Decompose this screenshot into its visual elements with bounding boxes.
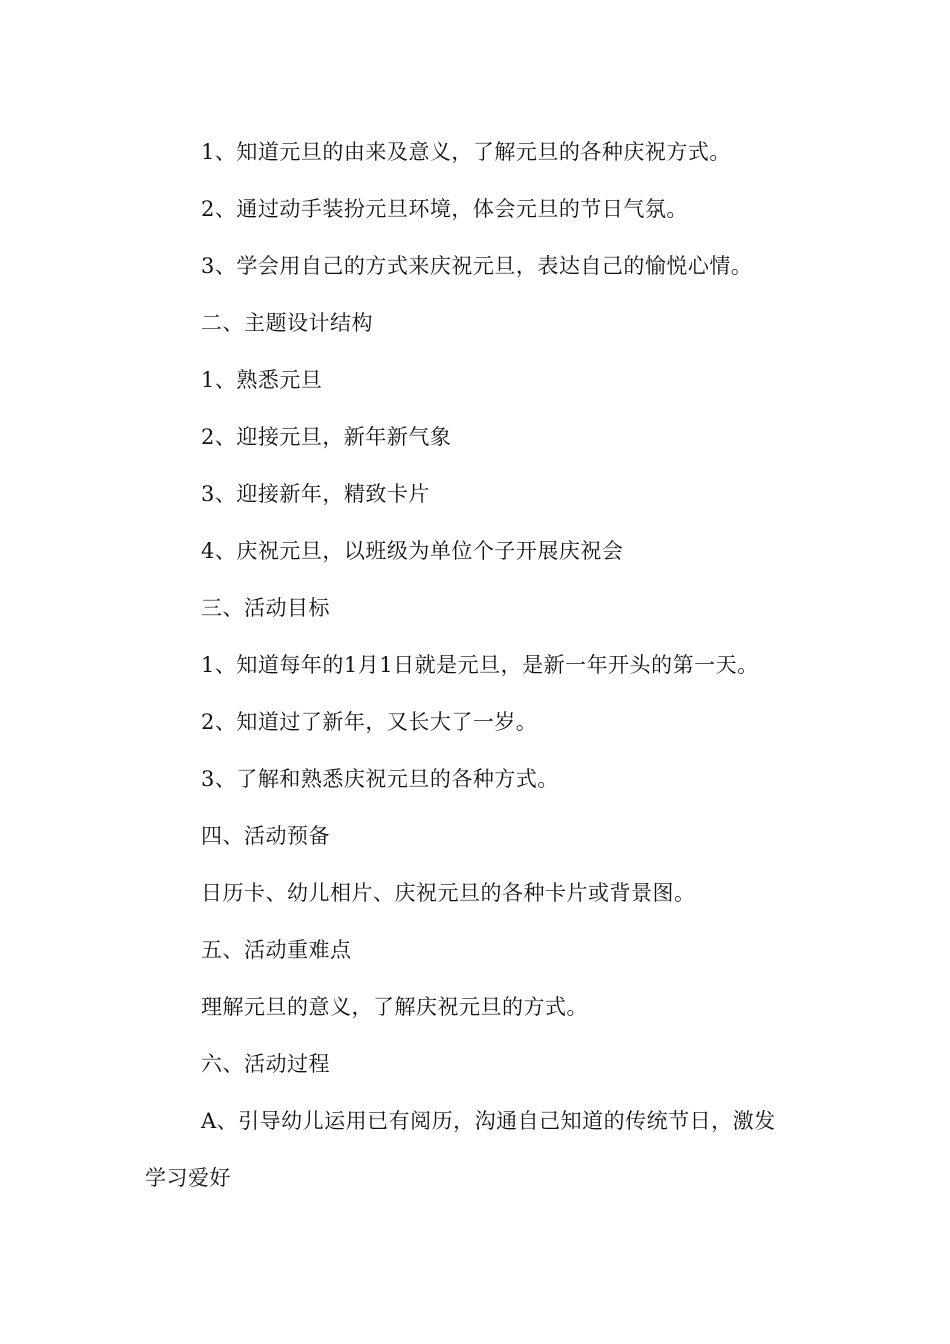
key-points-text: 理解元旦的意义，了解庆祝元旦的方式。 bbox=[201, 995, 588, 1019]
structure-item-1: 1、熟悉元旦 bbox=[201, 368, 323, 392]
section-heading-key-points: 五、活动重难点 bbox=[201, 938, 352, 962]
goal-line-3: 3、学会用自己的方式来庆祝元旦，表达自己的愉悦心情。 bbox=[201, 254, 753, 278]
goal-line-1: 1、知道元旦的由来及意义，了解元旦的各种庆祝方式。 bbox=[201, 140, 731, 164]
process-paragraph-first-line: A、引导幼儿运用已有阅历，沟通自己知道的传统节日，激发 bbox=[201, 1109, 776, 1133]
structure-item-2: 2、迎接元旦，新年新气象 bbox=[201, 425, 452, 449]
process-paragraph-second-line: 学习爱好 bbox=[145, 1166, 231, 1190]
preparation-text: 日历卡、幼儿相片、庆祝元旦的各种卡片或背景图。 bbox=[201, 881, 696, 905]
section-heading-preparation: 四、活动预备 bbox=[201, 824, 330, 848]
goal-item-1: 1、知道每年的1月1日就是元旦，是新一年开头的第一天。 bbox=[201, 653, 759, 677]
goal-item-3: 3、了解和熟悉庆祝元旦的各种方式。 bbox=[201, 767, 559, 791]
section-heading-process: 六、活动过程 bbox=[201, 1052, 330, 1076]
section-heading-goals: 三、活动目标 bbox=[201, 596, 330, 620]
section-heading-structure: 二、主题设计结构 bbox=[201, 311, 373, 335]
goal-item-2: 2、知道过了新年，又长大了一岁。 bbox=[201, 710, 538, 734]
goal-line-2: 2、通过动手装扮元旦环境，体会元旦的节日气氛。 bbox=[201, 197, 688, 221]
structure-item-4: 4、庆祝元旦，以班级为单位个子开展庆祝会 bbox=[201, 539, 624, 563]
structure-item-3: 3、迎接新年，精致卡片 bbox=[201, 482, 430, 506]
